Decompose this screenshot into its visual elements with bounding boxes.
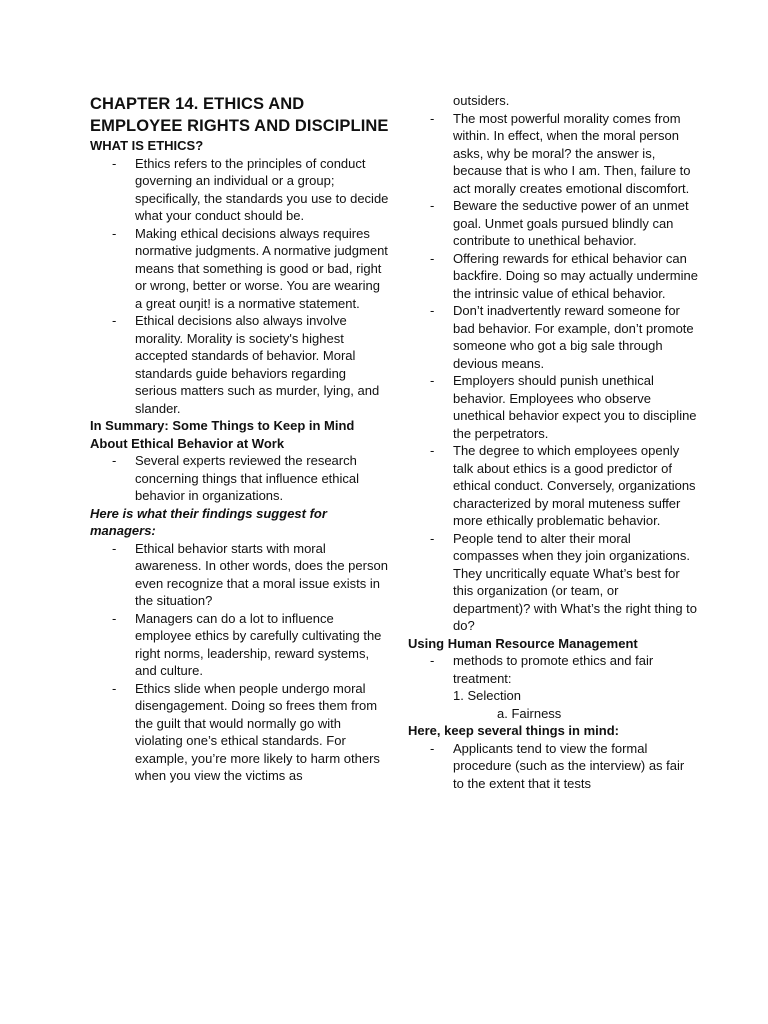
findings-list-continued [408,110,698,635]
list-item: - People tend to alter their moral compasses when they join organizations. They uncritically equate What’s best for this organization (or team, or department)? with What’s the right thing to do? [408,530,698,635]
sub-item-fairness: a. Fairness [497,705,562,721]
section-heading-keep-in-mind: Here, keep several things in mind: [408,723,619,738]
section-heading-what-is-ethics: WHAT IS ETHICS? [90,138,204,153]
hrm-list [408,652,698,687]
list-item: - Applicants tend to view the formal procedure (such as the interview) as fair to the extent that it tests [408,740,698,793]
chapter-title: CHAPTER 14. ETHICS AND EMPLOYEE RIGHTS AND DISCIPLINE [90,95,389,135]
summary-list [90,452,390,505]
left-column [90,93,390,785]
list-item: - Ethics refers to the principles of conduct governing an individual or a group; specifically, the standards you use to decide what your conduct should be. [90,155,390,225]
list-item: - methods to promote ethics and fair treatment: [408,652,698,687]
section-heading-hrm: Using Human Resource Management [408,635,638,651]
what-is-ethics-list [90,155,390,418]
list-item: - Making ethical decisions always requires normative judgments. A normative judgment means that something is good or bad, right or wrong, better or worse. You are wearing a great ouŋit! is a normative statement. [90,225,390,313]
findings-list [90,540,390,785]
section-heading-summary: In Summary: Some Things to Keep in Mind About Ethical Behavior at Work [90,418,355,451]
list-item: - Employers should punish unethical behavior. Employees who observe unethical behavior expect you to discipline the perpetrators. [408,372,698,442]
list-item: - Ethical decisions also always involve morality. Morality is society's highest accepted standards of behavior. Moral standards guide behaviors regarding serious matters such as murder, lying, and slander. [90,312,390,417]
list-item: - Beware the seductive power of an unmet goal. Unmet goals pursued blindly can contribute to unethical behavior. [408,197,698,250]
list-item: - The most powerful morality comes from within. In effect, when the moral person asks, why be moral? the answer is, because that is who I am. Then, failure to act morally creates emotional discomfort. [408,110,698,198]
list-item: - Ethics slide when people undergo moral disengagement. Doing so frees them from the guilt that would normally go with violating one’s ethical standards. For example, you’re more likely to harm others when you view the victims as [90,680,390,785]
list-item: - The degree to which employees openly talk about ethics is a good predictor of ethical conduct. Conversely, organizations characterized by moral muteness suffer more ethically problematic behavior. [408,442,698,530]
right-column [408,92,698,792]
sub-item-selection: 1. Selection [453,688,521,703]
list-item: - Several experts reviewed the research concerning things that influence ethical behavior in organizations. [90,452,390,505]
keep-in-mind-list [408,740,698,793]
continued-text: outsiders. [453,93,510,108]
list-item: - Offering rewards for ethical behavior can backfire. Doing so may actually undermine the intrinsic value of ethical behavior. [408,250,698,303]
list-item: - Ethical behavior starts with moral awareness. In other words, does the person even recognize that a moral issue exists in the situation? [90,540,390,610]
list-item: - Managers can do a lot to influence employee ethics by carefully cultivating the right norms, leadership, reward systems, and culture. [90,610,390,680]
section-heading-findings: Here is what their findings suggest for managers: [90,505,327,538]
list-item: - Don’t inadvertently reward someone for bad behavior. For example, don’t promote someone who got a big sale through devious means. [408,302,698,372]
